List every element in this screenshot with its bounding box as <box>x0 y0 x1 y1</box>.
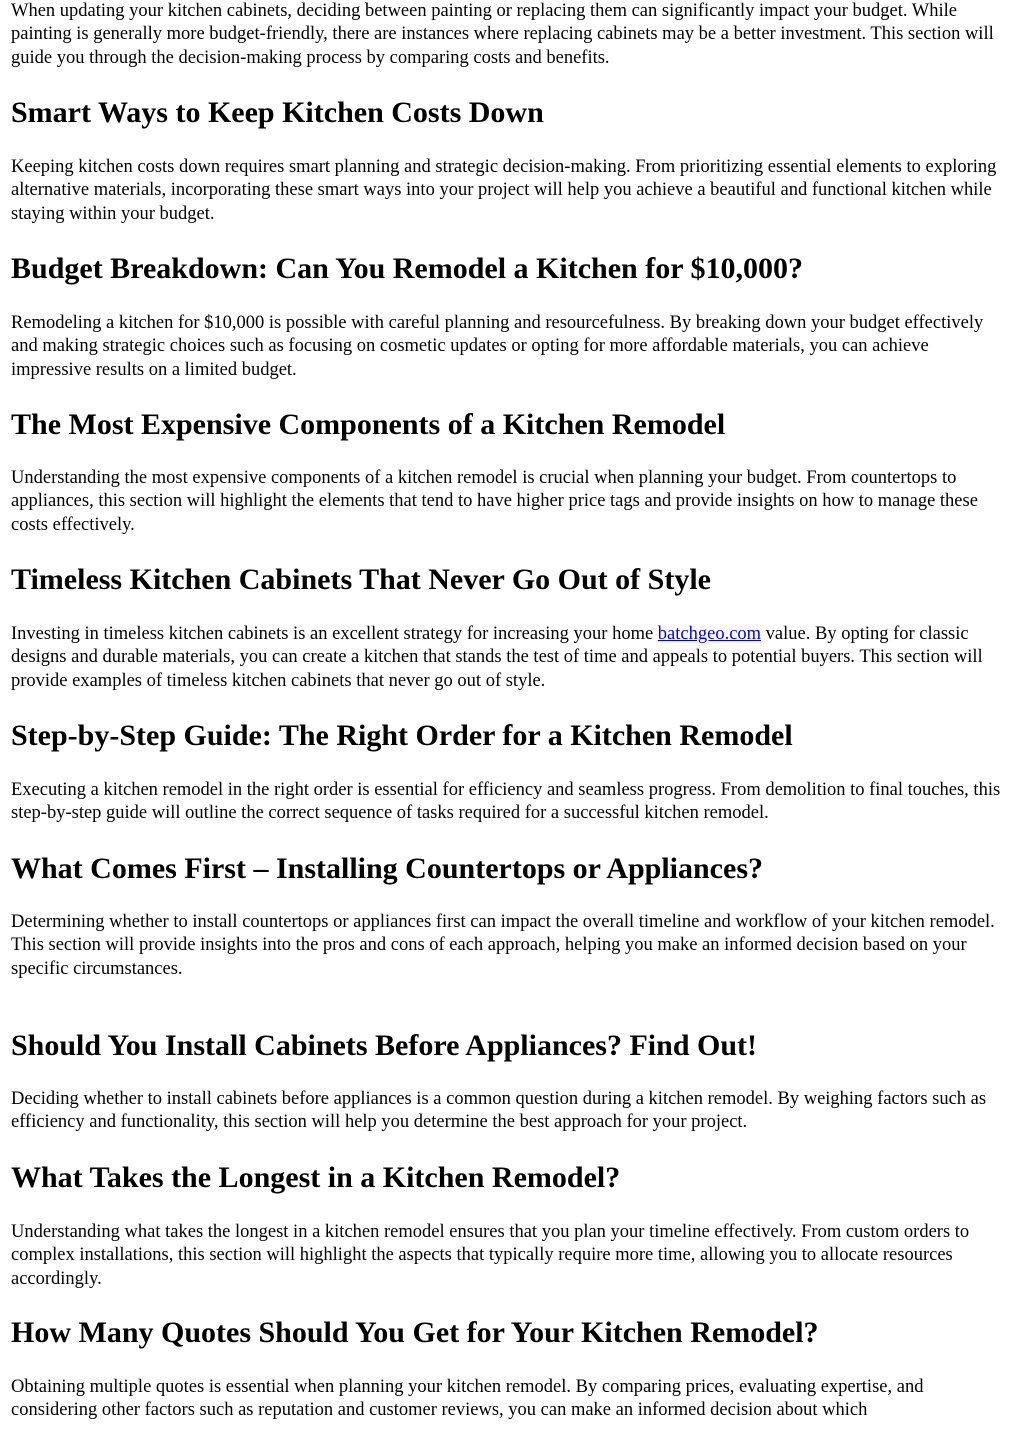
heading-step-by-step: Step-by-Step Guide: The Right Order for a Kitchen Remodel <box>11 719 793 752</box>
paragraph-what-comes-first: Determining whether to install countertops or appliances first can impact the overall timeline and workflow of your kitchen remodel. This section will provide insights into the pros and cons of each approach, helping you make an informed decision based on your specific circumstances. <box>11 912 995 979</box>
paragraph-timeless-cabinets-text-2: value. By opting for classic designs and durable materials, you can create a kitchen that stands the test of time and appeals to potential buyers. This section will provide examples of timeless kitchen cabinets that never go out of style. <box>11 624 983 691</box>
heading-takes-longest: What Takes the Longest in a Kitchen Remodel? <box>11 1161 621 1194</box>
paragraph-smart-ways: Keeping kitchen costs down requires smart planning and strategic decision-making. From prioritizing essential elements to exploring alternative materials, incorporating these smart ways into your project will help you achieve a beautiful and functional kitchen while staying within your budget. <box>11 157 997 224</box>
paragraph-expensive-components: Understanding the most expensive components of a kitchen remodel is crucial when planning your budget. From countertops to appliances, this section will highlight the elements that tend to have higher price tags and provide insights on how to manage these costs effectively. <box>11 468 978 535</box>
paragraph-takes-longest: Understanding what takes the longest in a kitchen remodel ensures that you plan your timeline effectively. From custom orders to complex installations, this section will highlight the aspects that typically require more time, allowing you to allocate resources accordingly. <box>11 1222 970 1289</box>
heading-timeless-cabinets: Timeless Kitchen Cabinets That Never Go Out of Style <box>11 563 711 596</box>
intro-paragraph: When updating your kitchen cabinets, deciding between painting or replacing them can significantly impact your budget. While painting is generally more budget-friendly, there are instances where replacing cabinets may be a better investment. This section will guide you through the decision-making process by comparing costs and benefits. <box>11 1 994 68</box>
heading-cabinets-before-appliances: Should You Install Cabinets Before Appliances? Find Out! <box>11 1029 758 1062</box>
heading-expensive-components: The Most Expensive Components of a Kitchen Remodel <box>11 408 726 441</box>
heading-budget-breakdown: Budget Breakdown: Can You Remodel a Kitchen for $10,000? <box>11 252 803 285</box>
paragraph-cabinets-before-appliances: Deciding whether to install cabinets before appliances is a common question during a kitchen remodel. By weighing factors such as efficiency and functionality, this section will help you determine the best approach for your project. <box>11 1089 987 1133</box>
paragraph-budget-breakdown: Remodeling a kitchen for $10,000 is possible with careful planning and resourcefulness. By breaking down your budget effectively and making strategic choices such as focusing on cosmetic updates or opting for more affordable materials, you can achieve impressive results on a limited budget. <box>11 313 984 380</box>
heading-what-comes-first: What Comes First – Installing Countertops or Appliances? <box>11 852 763 885</box>
paragraph-how-many-quotes: Obtaining multiple quotes is essential when planning your kitchen remodel. By comparing prices, evaluating expertise, and considering other factors such as reputation and customer reviews, you can make an informed decision about which <box>11 1377 924 1421</box>
paragraph-timeless-cabinets-text-1: Investing in timeless kitchen cabinets is an excellent strategy for increasing your home <box>11 624 658 644</box>
paragraph-step-by-step: Executing a kitchen remodel in the right order is essential for efficiency and seamless progress. From demolition to final touches, this step-by-step guide will outline the correct sequence of tasks required for a successful kitchen remodel. <box>11 780 1001 824</box>
heading-smart-ways: Smart Ways to Keep Kitchen Costs Down <box>11 96 544 129</box>
heading-how-many-quotes: How Many Quotes Should You Get for Your Kitchen Remodel? <box>11 1316 819 1349</box>
paragraph-timeless-cabinets <box>11 623 1011 693</box>
batchgeo-link[interactable]: batchgeo.com <box>657 624 762 644</box>
